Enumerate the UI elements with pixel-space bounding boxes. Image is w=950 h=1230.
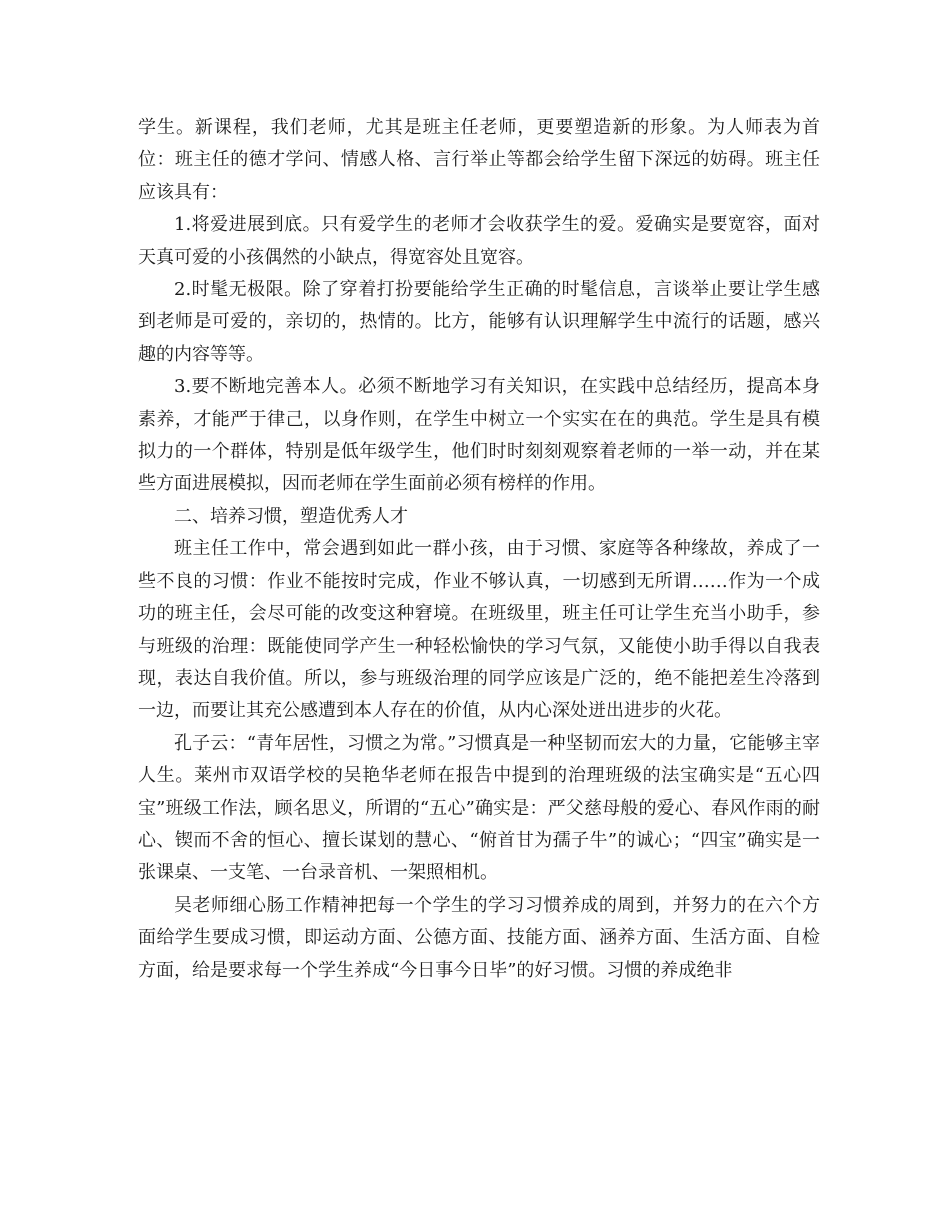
- paragraph-2: 1.将爱进展到底。只有爱学生的老师才会收获学生的爱。爱确实是要宽容，面对天真可爱的小孩偶然的小缺点，得宽容处且宽容。: [138, 214, 820, 268]
- paragraph-1: 学生。新课程，我们老师，尤其是班主任老师，更要塑造新的形象。为人师表为首位：班主任的德才学问、情感人格、言行举止等都会给学生留下深远的妨碍。班主任应该具有：: [138, 117, 820, 203]
- paragraph-4: 3.要不断地完善本人。必须不断地学习有关知识，在实践中总结经历，提高本身素养，才能严于律己，以身作则，在学生中树立一个实实在在的典范。学生是具有模拟力的一个群体，特别是低年级学生，他们时时刻刻观察着老师的一举一动，并在某些方面进展模拟，因而老师在学生面前必须有榜样的作用。: [138, 376, 820, 495]
- paragraph-7: 孔子云：“青年居性，习惯之为常。”习惯真是一种坚韧而宏大的力量，它能够主宰人生。莱州市双语学校的吴艳华老师在报告中提到的治理班级的法宝确实是“五心四宝”班级工作法，顾名思义，所谓的“五心”确实是：严父慈母般的爱心、春风作雨的耐心、锲而不舍的恒心、擅长谋划的慧心、“俯首甘为孺子牛”的诚心；“四宝”确实是一张课桌、一支笔、一台录音机、一架照相机。: [138, 732, 820, 884]
- paragraph-3: 2.时髦无极限。除了穿着打扮要能给学生正确的时髦信息，言谈举止要让学生感到老师是可爱的，亲切的，热情的。比方，能够有认识理解学生中流行的话题，感兴趣的内容等等。: [138, 279, 820, 365]
- paragraph-8: 吴老师细心肠工作精神把每一个学生的学习习惯养成的周到，并努力的在六个方面给学生要成习惯，即运动方面、公德方面、技能方面、涵养方面、生活方面、自检方面，给是要求每一个学生养成“今日事今日毕”的好习惯。习惯的养成绝非: [138, 894, 820, 981]
- section-heading: 二、培养习惯，塑造优秀人才: [174, 505, 408, 527]
- paragraph-6: 班主任工作中，常会遇到如此一群小孩，由于习惯、家庭等各种缘故，养成了一些不良的习惯：作业不能按时完成，作业不够认真，一切感到无所谓……作为一个成功的班主任，会尽可能的改变这种窘境。在班级里，班主任可让学生充当小助手，参与班级的治理：既能使同学产生一种轻松愉快的学习气氛，又能使小助手得以自我表现，表达自我价值。所以，参与班级治理的同学应该是广泛的，绝不能把差生冷落到一边，而要让其充公感遭到本人存在的价值，从内心深处迸出进步的火花。: [138, 538, 820, 722]
- document-body: [138, 112, 820, 987]
